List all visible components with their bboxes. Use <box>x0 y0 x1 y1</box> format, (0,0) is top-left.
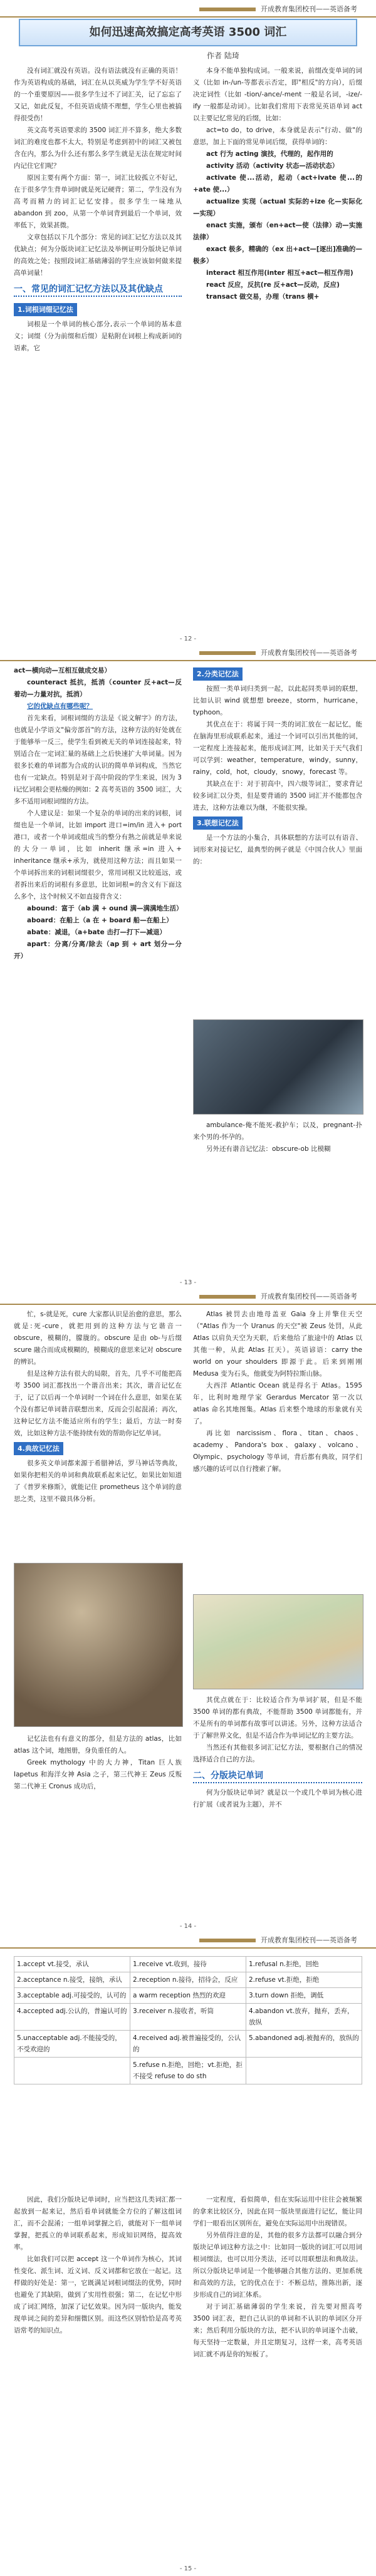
atlas-mountains-map-image <box>193 1594 363 1689</box>
left-column <box>14 665 182 962</box>
table-cell: 4.accepted adj.公认的，普遍认可的 <box>14 2004 130 2031</box>
paragraph: 词根是一个单词的核心部分,表示一个单词的基本意义；词缀（分为前缀和后缀）是粘附在词根上构成新词的语素，它 <box>14 321 182 352</box>
table-cell: 3.acceptable adj.可接受的，认可的 <box>14 1988 130 2004</box>
paragraph: 大西洋 Atlantic Ocean 就是得名于 Atlas。1595 年，比利时地理学家 Gerardus Mercator 第一次以 atlas 命名其地图集。Atlas 后来整个地球的形象就有关了。 <box>193 1382 362 1425</box>
table-row <box>14 1972 362 1988</box>
question-line: 它的优缺点有哪些呢？ <box>27 703 93 710</box>
page-number: - 12 - <box>179 636 197 642</box>
table-cell: 4.abandon vt.放弃，抛弃，丢弃，放纵 <box>246 2004 362 2031</box>
paragraph: 一定程度，看似简单，但在实际运用中往往会被频繁的拿来比较区分，因此在同一版块里面进行记忆，能让同学们一眼看出区别所在，避免在实际运用中出现错误。 <box>193 2196 362 2227</box>
image-caption: ambulance-俺不能死-救护车；以及，pregnant-扑来个男的-怀孕的。 <box>193 1121 362 1141</box>
atlas-statue-image <box>14 1563 183 1727</box>
page-number: - 15 - <box>179 2565 197 2572</box>
paragraph: 另外值得注意的是，其他的很多方法都可以融合到分版块记单词这种方法之中：比如同一版块的词汇可以用词根词缀法，也可以用分类法，还可以用联想法和典故法。所以分版块记单词是一个能够融合其他方法的、更加系统和高效的方法，它的优点在于：不断总结，推陈出新，逐步形成自己的词汇体系。 <box>193 2232 362 2299</box>
subsection-heading: 2.分类记忆法 <box>193 667 243 681</box>
right-column-lower <box>193 1694 362 1811</box>
paragraph: 首先来看，词根词缀的方法是《说文解字》的方法，也就是小学语文"偏旁部首"的方法，这种方法的好处就在于能够举一反三，使学生看到被无关的单词连接起来，特别适合在一定词汇量的基础上之后快速扩大单词量。因为很多长难的单词都为合成的认识的简单单词构成，当然它也有一定缺点。特别是对于高中阶段的学生来说，因为 3 ⅰ记忆词根会更枯燥的例如：2 高考英语的 3500 词汇，大多不适用词根词缀的方法。 <box>14 714 182 805</box>
page-header: 开成教育集团校刊——英语备考 <box>0 1934 376 1949</box>
paragraph: 其优点就在于：比较适合作为单词扩展，但是不能 3500 单词的都有典故，不能帮助 3500 单词都能有，并不是所有的单词都有故事可以讲述。另外，这种方法适合于了解世界文化，但是不适合作为单词记忆的主要方法。 <box>193 1696 362 1739</box>
table-cell: 5.refuse n.拒绝，回绝；vt.拒绝，拒不接受 refuse to do sth <box>130 2058 246 2084</box>
example-line: actualize 实现（actual 实际的+ize 化—实际化—实现） <box>193 198 362 217</box>
paragraph: Greek mythology 中的大力神，Titan 巨人族 Iapetus 和海洋女神 Asia 之子，第三代神王 Zeus 反叛第二代神王 Cronus 成功后， <box>14 1759 182 1790</box>
table-cell: 2.acceptance n.接受，接纳，承认 <box>14 1972 130 1988</box>
paragraph: 按照一类单词归类到一起，以此起同类单词的联想，比如认识 wind 就想想 breeze，storm，hurricane，typhoon。 <box>193 685 362 716</box>
paragraph: 其优点在于：将属于同一类的词汇放在一起记忆，能在脑海里形成联系起来，通过一个词可以引出其他的词，一定程度上连接起来，能形成词汇网，比如关于天气我们可以学到：weather，temperature，windy，sunny，rainy，cold，hot，cloudy，snowy，forecast 等。 <box>193 721 362 776</box>
page-number: - 14 - <box>179 1923 197 1930</box>
table-cell: 3.turn down 拒绝，调低 <box>246 1988 362 2004</box>
left-column <box>14 2194 182 2337</box>
example-line: activity 活动（activity 状态—活动状态） <box>206 162 339 170</box>
table-cell: 1.accept vt.接受，承认 <box>14 1957 130 1972</box>
page-header: 开成教育集团校刊——英语备考 <box>0 1290 376 1305</box>
right-column <box>193 65 362 303</box>
movie-still-image <box>193 1019 363 1115</box>
paragraph: 原因主要有两个方面：第一，词汇比较孤立不好记，在于很多学生背单词时就是死记硬背；第二，学生没有为高考而精力的词汇记忆安排。很多学生一味地从 abandon 到 zoo，从第一个单词背到最后一个单词，效率低下，效果甚微。 <box>14 174 182 229</box>
example-line: transact 做交易，办理（trans 横+ <box>206 293 320 301</box>
left-column <box>14 65 182 354</box>
paragraph: 是一个方法的小集合，具体联想的方法可以有语音、词形来对接记忆，最典型的例子就是《中国合伙人》里面的： <box>193 834 362 865</box>
table-row <box>14 1957 362 1972</box>
subsection-heading: 1.词根词缀记忆法 <box>14 303 77 316</box>
page-number: - 13 - <box>179 1279 197 1286</box>
subsection-heading: 4.典故记忆法 <box>14 1442 63 1455</box>
paragraph: 本身不能单独构成词。一般来说，前缀改变单词的词义（比如 in-/un-等都表示否定，即"相反"的方向），后缀决定词性（比如 -tion/-ance/-ment 一般是名词，-ize/-ify 一般都是动词）。比如我们常用下表常见英语单词 act 以主要记忆常见的后缀，比如： <box>193 67 362 122</box>
right-column-lower <box>193 1120 362 1155</box>
example-line: react 反应，反抗(re 反+act—反动，反应) <box>206 281 340 289</box>
paragraph: 当然还有其他很多词汇记忆方法，要根据自己的情况选择适合自己的方法。 <box>193 1744 362 1763</box>
page-14 <box>0 1287 376 1931</box>
right-column <box>193 665 362 868</box>
page-header: 开成教育集团校刊——英语备考 <box>0 646 376 661</box>
paragraph: 个人建议是：如果一个复杂的单词的出来的词根，词缀也是一个单词，比如 import 进口=im/in 进入+ port 港口，或者一个单词或组成当的整分有熟之前就是单来说的大分一单词，比如 inherit 继承=in 进入+ inheritance 继承+承为，就使用这种方法；而且如果一个单词拆出来的词根词缀很少，常用词根又比较遥远，或者拆出来后的词根有多意思，比如词根=的含义有下面这么多个，这个时候又不如直接背含义： <box>14 810 182 900</box>
vocabulary-table <box>14 1956 362 2084</box>
table-cell <box>246 2058 362 2084</box>
right-column <box>193 1309 362 1475</box>
paragraph: 因此，我们分版块记单词时，应当把这几类词汇都一起放到一起来记，然后看单词就能全方位的了解这组词汇，而不会混淆；一组单词掌握之后，就能对下一组单词掌握，把孤立的单词联系起来，形成知识网络，提高效率。 <box>14 2196 182 2251</box>
paragraph: 没有词汇就没有英语。没有语法就没有正确的英语！作为英语构成的基础，词汇在从以英威为学生学不好英语的一个重要原因——很多学生过不了词汇关，记了忘忘了又记，如此反复，不但英语成绩不理想，学生心里也被搞得很受伤！ <box>14 67 182 122</box>
example-line: act 行为 acting 演技，代理的，起作用的 <box>206 150 333 158</box>
paragraph: 英文高考英语要求的 3500 词汇并不算多，绝大多数词汇的难度也都不太大，特别是考虑到初中的词汇又被包含在内，那么为什么还有那么多学生就是无法在规定时间内记住它们呢？ <box>14 126 182 170</box>
page-13 <box>0 644 376 1287</box>
table-row <box>14 2031 362 2058</box>
paragraph: 很多英文单词都来源于希腊神话，罗马神话等典故，如果你把相关的单词和典故联系起来记忆，如果比如知道了《普罗米修斯》，就能记住 prometheus 这个单词的意思之类，这里不做具体分析。 <box>14 1460 182 1503</box>
paragraph: 比如我们可以把 accept 这一个单词作为核心，其词性变化、派生词、近义词、反义词都和它放在一起记。这样做的好处是：第一，它既满足词根词缀法的优势，同时也避免了其缺陷，做到了实用性很强；第二，在记忆中形成了词汇网络，加深了记忆效果。因为同一版块内，能发现单词之间的差异和细微区别。而这些区别恰恰是高考英语常考的知识点。 <box>14 2255 182 2334</box>
paragraph: 记忆法也有有意义的部分，但是方法的 atlas，比如 atlas 这个词，地图册，身负重任的人。 <box>14 1735 182 1754</box>
table-cell: a warm reception 热烈的欢迎 <box>130 1988 246 2004</box>
table-cell: 3.receiver n.接收者，听筒 <box>130 2004 246 2031</box>
paragraph: 其缺点在于：对于初高中，四六级等词汇，要求背记较多词汇以分类，但是要背诵的 3500 词汇并不能都包含进去，这种方法难以为继，不能很实操。 <box>193 780 362 811</box>
table-row <box>14 1988 362 2004</box>
example-line: apart：分离/分离/除去（ap 到 + art 划分—分开） <box>14 940 182 960</box>
page-15 <box>0 1931 376 2576</box>
paragraph: 忙，s-就是死，cure 大家都认识是治愈的意思，那么就是:死-cure，就把用到的这种方法与它谐音一 obscure，模糊的，朦胧的。obscure 是由 ob-与后缀 scure 融合而成成模糊的，模糊成的意思来记对 obscure 的辨识。 <box>14 1311 182 1366</box>
paragraph: 文章包括以下几个部分：常见的词汇记忆方法以及其优缺点；何为分版块词汇记忆法及举例证明分版块记单词的高效之处；按照段词汇基础薄弱的学生应该如何做来提高单词量！ <box>14 234 182 277</box>
table-cell: 1.refusal n.拒绝，回绝 <box>246 1957 362 1972</box>
table-cell <box>14 2058 130 2084</box>
paragraph: 对于词汇基础薄弱的学生来说，首先要对照高考 3500 词汇表，把自己认识的单词和不认识的单词区分开来；然后利用分版块的方法，把不认识的单词逐个击破，每天坚持一定数量，并且定期复习，这样一来，高考英语词汇就不再是你的短板了。 <box>193 2303 362 2358</box>
subsection-heading: 3.联想记忆法 <box>193 817 243 830</box>
section-heading: 二、分版块记单词 <box>193 1770 362 1783</box>
page-header: 开成教育集团校刊——英语备考 <box>0 3 376 18</box>
section-heading: 一、常见的词汇记忆方法以及其优缺点 <box>14 283 182 297</box>
left-column-lower <box>14 1733 182 1793</box>
table-cell: 5.unacceptable adj.不能接受的，不受欢迎的 <box>14 2031 130 2058</box>
table-cell: 4.received adj.被普遍接受的，公认的 <box>130 2031 246 2058</box>
table-cell: 2.reception n.接待，招待会，反应 <box>130 1972 246 1988</box>
paragraph: 何为分版块记单词？就是以一个或几个单词为核心进行扩展（或者说为主题），并不 <box>193 1789 362 1808</box>
right-column <box>193 2194 362 2361</box>
paragraph: act=to do，to drive，本身就是表示"行动、做"的意思，加上下面的常见单词后缀，获得单词的： <box>193 126 362 146</box>
table-row <box>14 2004 362 2031</box>
table-cell: 1.receive vt.收到，接待 <box>130 1957 246 1972</box>
table-row <box>14 2058 362 2084</box>
example-line: interact 相互作用(inter 相互+act—相互作用) <box>206 269 353 277</box>
article-title: 如何迅速高效搞定高考英语 3500 词汇 <box>19 19 357 46</box>
example-line: act—横向动—互相互做成交易） <box>14 667 111 674</box>
paragraph: 但是这种方法有很大的局限，首先，几乎不可能把高考 3500 词汇都找出一个谐音出来；其次，谐音记忆在于，记了以后再一个单词时一个词在什么意思，如果在某个没有都记单词谐音联想出来，反而会引起混淆；再次，这种记忆方法不能适应所有的学生；最后，方法一时奏效，比如这种方法不能持续有效的帮助你记忆单词。 <box>14 1370 182 1437</box>
example-line: exact 极多，精确的（ex 出+act—[逐出]准确的—极多） <box>193 245 362 265</box>
page-12 <box>0 0 376 644</box>
left-column <box>14 1309 182 1505</box>
example-line: activate 使...活动，起动（act+ivate 使...的+ate 使...） <box>193 174 362 193</box>
table-cell: 2.refuse vt.拒绝，拒绝 <box>246 1972 362 1988</box>
example-line: abound：富于（ab 满 + ound 满—满满地生活） <box>27 905 183 912</box>
example-line: counteract 抵抗，抵消（counter 反+act—反着动—力量对抗，抵消） <box>14 679 182 698</box>
paragraph: Atlas 被罚去由地母盖亚 Gaia 身上并擎住天空（"Atlas 作为一个 Uranus 的天空"被 Zeus 处罚，从此 Atlas 以肩负天空为天职，后来他给了旅途中的 Atlas 以其他一种，从此 Atlas 扛天）。英语谚语：carry the world on your shoulders 即源于此。后来到刚刚 Medusa 变为石头，他就变为阿特拉斯山脉。 <box>193 1311 362 1378</box>
paragraph: 另外还有谐音记忆法：obscure-ob 比模糊 <box>206 1145 331 1153</box>
article-author: 作者 陆琦 <box>207 51 239 60</box>
paragraph: 再比如 narcissism、flora、titan、chaos、academy、Pandora's box、galaxy、volcano、Olympic、psychology 等单词，背后都有典故，同学们感兴趣的话可以自行搜索了解。 <box>193 1430 362 1473</box>
example-line: aboard：在船上（a 在 + board 船—在船上） <box>27 917 173 924</box>
example-line: enact 实施，颁布（en+act—使（法律）动—实施法律） <box>193 222 362 241</box>
example-line: abate：减退，（a+bate 击打—打下—减退） <box>27 929 166 936</box>
table-cell: 5.abandoned adj.被抛弃的，放纵的 <box>246 2031 362 2058</box>
